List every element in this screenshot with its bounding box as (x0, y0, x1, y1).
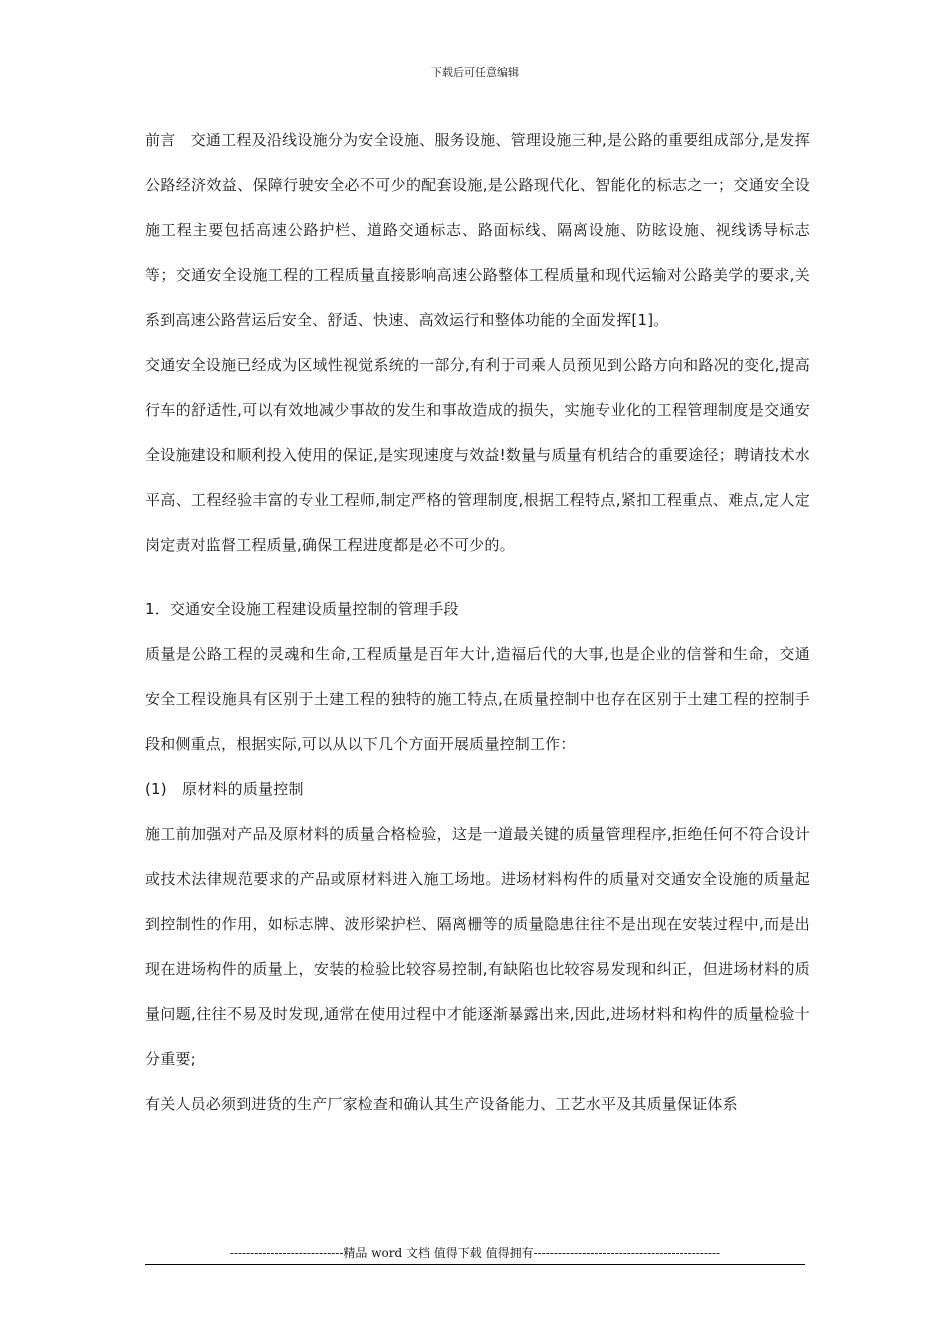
paragraph-supplier-check: 有关人员必须到进货的生产厂家检查和确认其生产设备能力、工艺水平及其质量保证体系 (145, 1095, 738, 1113)
subsection-heading-raw-materials: (1) 原材料的质量控制 (145, 780, 304, 798)
paragraph-raw-materials: 施工前加强对产品及原材料的质量合格检验，这是一道最关键的质量管理程序,拒绝任何不符合设计或技术法律规范要求的产品或原材料进入施工场地。进场材料构件的质量对交通安全设施的质量起到控制性的作用，如标志牌、波形梁护栏、隔离栅等的质量隐患往往不是出现在安装过程中,而是出现在进场构件的质量上，安装的检验比较容易控制,有缺陷也比较容易发现和纠正，但进场材料的质量问题,往往不易及时发现,通常在使用过程中才能逐渐暴露出来,因此,进场材料和构件的质量检验十分重要; (145, 825, 810, 1068)
paragraph-safety-facilities: 交通安全设施已经成为区域性视觉系统的一部分,有利于司乘人员预见到公路方向和路况的变化,提高行车的舒适性,可以有效地减少事故的发生和事故造成的损失，实施专业化的工程管理制度是交通安全设施建设和顺利投入使用的保证,是实现速度与效益!数量与质量有机结合的重要途径；聘请技术水平高、工程经验丰富的专业工程师,制定严格的管理制度,根据工程特点,紧扣工程重点、难点,定人定岗定责对监督工程质量,确保工程进度都是必不可少的。 (145, 356, 810, 554)
spacer (145, 568, 810, 587)
page-footer: ----------------------------精品 word 文档 值得下载 值得拥有---------------------------------------------- (229, 1246, 721, 1260)
paragraph-quality-intro: 质量是公路工程的灵魂和生命,工程质量是百年大计,造福后代的大事,也是企业的信誉和生命，交通安全工程设施具有区别于土建工程的独特的施工特点,在质量控制中也存在区别于土建工程的控制手段和侧重点，根据实际,可以从以下几个方面开展质量控制工作： (145, 645, 810, 753)
section-heading-1: 1．交通安全设施工程建设质量控制的管理手段 (145, 600, 459, 618)
footer-divider (145, 1264, 805, 1265)
paragraph-preface: 前言 交通工程及沿线设施分为安全设施、服务设施、管理设施三种,是公路的重要组成部分,是发挥公路经济效益、保障行驶安全必不可少的配套设施,是公路现代化、智能化的标志之一；交通安全设施工程主要包括高速公路护栏、道路交通标志、路面标线、隔离设施、防眩设施、视线诱导标志等；交通安全设施工程的工程质量直接影响高速公路整体工程质量和现代运输对公路美学的要求,关系到高速公路营运后安全、舒适、快速、高效运行和整体功能的全面发挥[1]。 (145, 131, 810, 329)
page-header: 下载后可任意编辑 (431, 66, 519, 79)
document-body (145, 118, 810, 1127)
